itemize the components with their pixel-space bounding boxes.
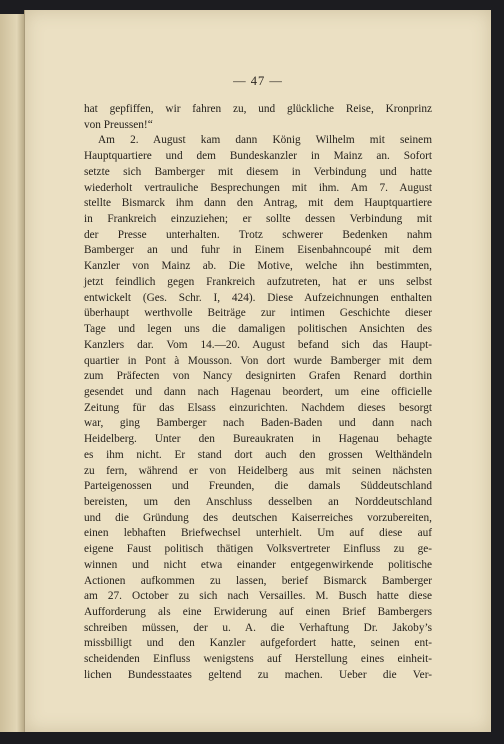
- text-line: Tage und legen uns die damaligen politischen Ansichten des: [84, 323, 432, 336]
- text-line: lichen Bundesstaates geltend zu machen. Ueber die Ver-: [84, 668, 432, 681]
- text-line: Kanzler von Mainz ab. Die Motive, welche ihn bestimmten,: [84, 260, 432, 273]
- text-line: eigene Faust politisch thätigen Volksvertreter Einfluss zu ge-: [84, 543, 432, 556]
- text-line: scheidenden Einfluss wenigstens auf Herstellung eines einheit-: [84, 653, 432, 666]
- text-line: Zeitung für das Elsass einzurichten. Nachdem dieses besorgt: [84, 401, 432, 414]
- text-line: in Frankreich einzuziehen; er sollte dessen Verbindung mit: [84, 213, 432, 226]
- text-line: bereisten, um den Anschluss desselben an Norddeutschland: [84, 495, 432, 508]
- text-line: es ihm nicht. Er stand dort auch den grossen Welthändeln: [84, 448, 432, 461]
- text-line: zu fern, während er von Heidelberg aus mit seinen nächsten: [84, 464, 432, 477]
- text-line: schreiben müssen, der u. A. die Verhaftung Dr. Jakoby’s: [84, 621, 432, 634]
- text-line: der Presse unterhalten. Trotz schwerer Bedenken nahm: [84, 228, 432, 241]
- text-line: setzte sich Bamberger mit diesem in Verbindung und hatte: [84, 165, 432, 178]
- text-line: gesendet und dann nach Hagenau beordert, um eine officielle: [84, 385, 432, 398]
- text-line: stellte Bismarck ihm dann den Antrag, mit dem Hauptquartiere: [84, 197, 432, 210]
- text-line: zum Präfecten von Nancy designirten Grafen Renard dorthin: [84, 370, 432, 383]
- text-line: hat gepfiffen, wir fahren zu, und glückliche Reise, Kronprinz: [84, 103, 432, 115]
- text-line: Aufforderung als eine Erwiderung auf einen Brief Bambergers: [84, 606, 432, 618]
- text-line: am 27. October zu sich nach Versailles. M. Busch hatte diese: [84, 590, 432, 603]
- page-text: [84, 102, 432, 684]
- text-line: Kanzlers dar. Vom 14.—20. August befand sich das Haupt-: [84, 338, 432, 351]
- text-line: von Preussen!“: [84, 118, 153, 131]
- text-line: quartier in Pont à Mousson. Von dort wurde Bamberger mit dem: [84, 354, 432, 367]
- text-line: Parteigenossen und Freunden, die damals Süddeutschland: [84, 480, 432, 493]
- text-line: wiederholt vertrauliche Besprechungen mit ihm. Am 7. August: [84, 181, 432, 194]
- text-line: jetzt feindlich gegen Frankreich aufzutreten, hat er uns selbst: [84, 275, 432, 288]
- text-line: Actionen aufkommen zu lassen, berief Bismarck Bamberger: [84, 574, 432, 587]
- text-line: und die Gründung des deutschen Kaiserreiches vorzubereiten,: [84, 511, 432, 524]
- text-line: Hauptquartiere und dem Bundeskanzler in Mainz an. Sofort: [84, 150, 432, 163]
- previous-page-edge: [0, 14, 25, 732]
- text-line: war, ging Bamberger nach Baden-Baden und dann nach: [84, 417, 432, 430]
- text-line: Am 2. August kam dann König Wilhelm mit seinem: [98, 134, 432, 147]
- book-page: [24, 10, 491, 732]
- text-line: winnen und nicht etwa einander entgegenwirkende politische: [84, 558, 432, 571]
- text-line: entwickelt (Ges. Schr. I, 424). Diese Aufzeichnungen enthalten: [84, 291, 432, 304]
- page-number: — 47 —: [233, 74, 283, 88]
- text-line: Bamberger an und fuhr in Einem Eisenbahncoupé mit dem: [84, 244, 432, 257]
- text-line: Heidelberg. Unter den Bureaukraten in Hagenau behagte: [84, 433, 432, 446]
- text-line: überhaupt werthvolle Beiträge zur intimen Geschichte dieser: [84, 307, 432, 320]
- text-line: missbilligt und den Kanzler aufgefordert hatte, seinen ent-: [84, 637, 432, 650]
- text-line: einen lebhaften Briefwechsel unterhielt. Um auf diese auf: [84, 527, 432, 540]
